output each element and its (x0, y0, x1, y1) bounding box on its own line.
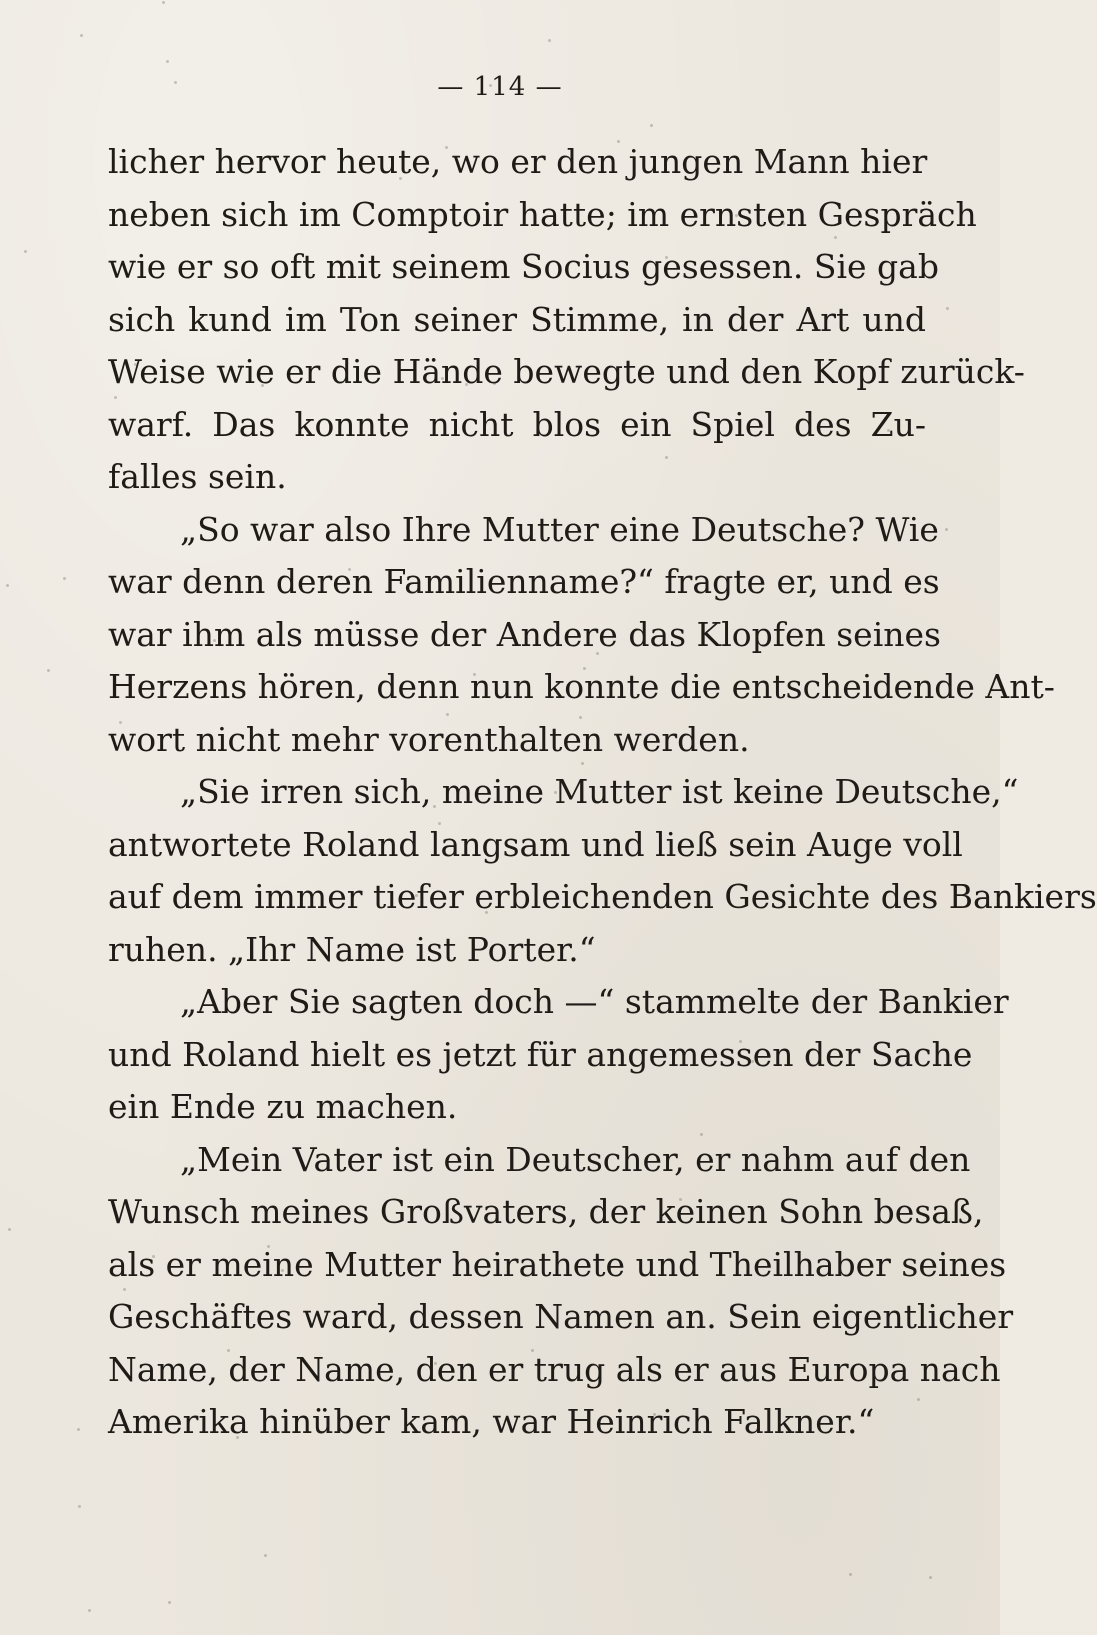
paper-speck (489, 84, 492, 87)
paper-speck (134, 363, 137, 366)
paper-speck (751, 1060, 754, 1063)
paper-speck (88, 1609, 91, 1612)
paper-speck (152, 1255, 155, 1258)
paper-speck (8, 1228, 11, 1231)
paper-speck (650, 124, 653, 127)
text-line: wie er so oft mit seinem Socius gesessen. Sie gab (108, 247, 939, 286)
paper-speck (782, 222, 785, 225)
text-line: falles sein. (108, 457, 287, 496)
text-line: antwortete Roland langsam und ließ sein Auge voll (108, 824, 963, 864)
paper-speck (320, 580, 323, 583)
paper-speck (929, 1576, 932, 1579)
paper-speck (541, 536, 544, 539)
paper-speck (485, 911, 488, 914)
body-text (108, 136, 1097, 1449)
paper-speck (653, 1413, 656, 1416)
paper-speck (596, 652, 599, 655)
paper-speck (434, 1362, 437, 1365)
text-line: war ihm als müsse der Andere das Klopfen seines (108, 614, 941, 654)
paper-speck (119, 721, 122, 724)
text-line: „Aber Sie sagten doch —“ stammelte der Bankier (180, 982, 1009, 1021)
paper-speck (114, 396, 117, 399)
paper-speck (24, 250, 27, 253)
paper-speck (227, 1349, 230, 1352)
paper-speck (228, 481, 231, 484)
paper-speck (583, 667, 586, 670)
paper-speck (162, 1, 165, 4)
paper-speck (264, 1554, 267, 1557)
paper-speck (168, 1601, 171, 1604)
paper-speck (174, 81, 177, 84)
text-line: licher hervor heute, wo er den jungen Mann hier (108, 142, 928, 181)
paper-speck (674, 1051, 677, 1054)
text-line: auf dem immer tiefer erbleichenden Gesichte des Bankiers (108, 877, 1097, 916)
paper-speck (579, 716, 582, 719)
paper-speck (441, 377, 444, 380)
text-line: wort nicht mehr vorenthalten werden. (108, 719, 750, 759)
paper-speck (665, 256, 668, 259)
text-line: Herzens hören, denn nun konnte die entscheidende Ant- (108, 667, 1055, 706)
paper-speck (451, 1417, 454, 1420)
paper-speck (415, 894, 418, 897)
paper-speck (6, 584, 9, 587)
paper-speck (123, 1288, 126, 1291)
text-line: sich kund im Ton seiner Stimme, in der Art und (108, 299, 926, 339)
text-line: „Sie irren sich, meine Mutter ist keine Deutsche,“ (180, 772, 1019, 811)
paper-speck (473, 673, 476, 676)
paper-speck (554, 791, 557, 794)
paper-speck (399, 177, 402, 180)
text-line: Wunsch meines Großvaters, der keinen Sohn besaß, (108, 1192, 984, 1231)
text-line: war denn deren Familienname?“ fragte er, und es (108, 562, 940, 601)
paper-speck (834, 236, 837, 239)
paper-speck (617, 140, 620, 143)
paper-speck (47, 669, 50, 672)
text-line: „So war also Ihre Mutter eine Deutsche? Wie (180, 509, 939, 549)
paper-speck (261, 384, 264, 387)
paper-speck (945, 528, 948, 531)
paper-speck (735, 214, 738, 217)
text-line: ein Ende zu machen. (108, 1087, 458, 1126)
paper-speck (276, 793, 279, 796)
paper-speck (665, 456, 668, 459)
paper-speck (267, 1245, 270, 1248)
paper-speck (236, 1436, 239, 1439)
paper-speck (77, 1428, 80, 1431)
paper-speck (433, 805, 436, 808)
paper-speck (63, 577, 66, 580)
paper-speck (348, 568, 351, 571)
text-line: „Mein Vater ist ein Deutscher, er nahm auf den (180, 1139, 971, 1179)
text-line: als er meine Mutter heirathete und Theilhaber seines (108, 1244, 1007, 1284)
text-line: warf. Das konnte nicht blos ein Spiel des Zu- (108, 404, 926, 444)
paper-speck (445, 146, 448, 149)
paper-speck (438, 822, 441, 825)
paper-speck (465, 383, 468, 386)
paper-speck (78, 1505, 81, 1508)
text-line: Amerika hinüber kam, war Heinrich Falkner.“ (108, 1402, 875, 1441)
paper-speck (581, 762, 584, 765)
paper-speck (493, 382, 496, 385)
paper-speck (887, 429, 890, 432)
text-line: ruhen. „Ihr Name ist Porter.“ (108, 929, 596, 969)
paper-speck (213, 639, 216, 642)
paper-speck (849, 1573, 852, 1576)
text-line: Name, der Name, den er trug als er aus Europa nach (108, 1349, 1001, 1389)
paper-speck (700, 1133, 703, 1136)
text-line: Geschäftes ward, dessen Namen an. Sein eigentlicher (108, 1297, 1014, 1336)
paper-speck (80, 34, 83, 37)
paper-speck (166, 60, 169, 63)
text-line: neben sich im Comptoir hatte; im ernsten Gespräch (108, 194, 977, 234)
paper-speck (548, 39, 551, 42)
page-number: — 114 — (437, 72, 563, 102)
paper-speck (281, 1269, 284, 1272)
paper-speck (917, 1398, 920, 1401)
text-line: und Roland hielt es jetzt für angemessen der Sache (108, 1034, 973, 1074)
paper-speck (946, 307, 949, 310)
paper-speck (446, 713, 449, 716)
text-line: Weise wie er die Hände bewegte und den Kopf zurück- (108, 352, 1025, 391)
paper-speck (531, 1349, 534, 1352)
paper-speck (739, 1040, 742, 1043)
paper-speck (679, 1198, 682, 1201)
